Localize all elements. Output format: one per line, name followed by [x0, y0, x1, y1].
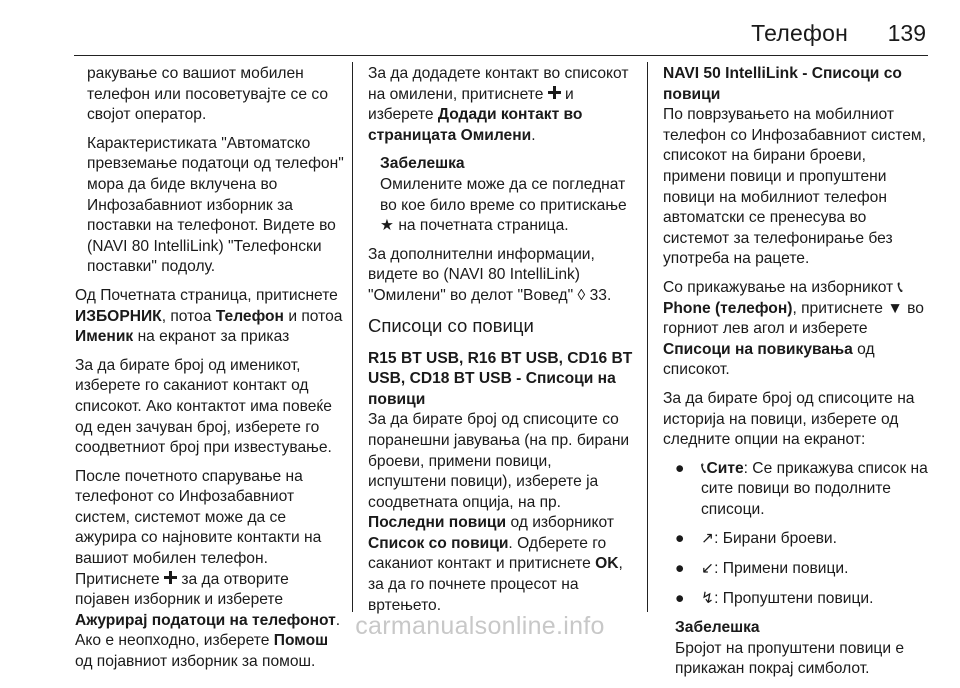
list-item: ● ↯: Пропуштени повици.: [663, 589, 931, 610]
watermark: carmanualsonline.info: [355, 612, 605, 640]
call-list-options: [663, 459, 931, 610]
note-title: Забелешка: [380, 155, 465, 173]
list-item: ● 📞︎Сите: Се прикажува список на сите повици во подолните списоци.: [675, 459, 928, 518]
paragraph: По поврзувањето на мобилниот телефон со Инфозабавниот систем, списокот на бирани броеви, примени повици и пропуштени повици на мобилниот телефон автоматски се пренесува во системот за телефонирање без употреба на рацете.: [663, 106, 926, 268]
column-middle: [368, 64, 634, 624]
paragraph: За да додадете контакт во списокот на омилени, притиснете и изберете Додади контакт во страницата Омилени.: [368, 65, 629, 144]
section-heading: Списоци со повици: [368, 314, 534, 336]
paragraph: После почетното спарување на телефонот со Инфозабавниот систем, системот може да се ажурира со најновите контакти на вашиот мобилен телефон. Притиснете за да отворите појавен изборник и изберете Ажурирај податоци на телефонот. Ако е неопходно, изберете Помош од појавниот изборник за помош.: [75, 467, 341, 671]
column-left: [75, 64, 347, 681]
column-divider: [352, 62, 353, 612]
subsection-heading: NAVI 50 IntelliLink - Списоци со повици: [663, 65, 902, 103]
note-box: [368, 154, 634, 236]
page-title: Телефон: [751, 20, 848, 46]
note-title: Забелешка: [675, 619, 760, 637]
paragraph: За да бирате број од именикот, изберете го саканиот контакт од списокот. Ако контактот има повеќе од еден зачуван број, изберете го соодветниот број при известувањe.: [75, 356, 332, 457]
plus-icon: [164, 570, 177, 591]
triangle-down-icon: ▼: [887, 299, 903, 317]
paragraph: За да бирате број од списоците на историја на повици, изберете од следните опции на екранот:: [663, 389, 915, 449]
header-rule: [74, 55, 928, 56]
star-icon: ★: [380, 217, 394, 235]
paragraph: ракување со вашиот мобилен телефон или посоветувајте се со својот оператор.: [87, 65, 328, 124]
page-number: 139: [887, 20, 926, 46]
note-text: Бројот на пропуштени повици е прикажан покрај симболот.: [675, 639, 905, 678]
paragraph: Од Почетната страница, притиснете ИЗБОРНИК, потоа Телефон и потоа Именик на екранот за приказ: [75, 286, 343, 346]
column-divider: [647, 62, 648, 612]
paragraph: За да бирате број од списоците со поранешни јавувања (на пр. бирани броеви, примени повици, испуштени повици), изберете ја соодветната опција, на пр.: [368, 411, 630, 511]
plus-icon: [548, 85, 561, 106]
reference-arrow-icon: ◊: [577, 286, 586, 304]
paragraph: Карактеристиката "Автоматско превземање податоци од телефон" мора да биде вклучена во Инфозабавниот изборник за поставки на телефонот. Видете во (NAVI 80 IntelliLink) "Телефонски поставки" подолу.: [87, 134, 344, 276]
missed-call-icon: ↯: [701, 589, 715, 607]
paragraph: Последни повици од изборникот Список со повици. Одберете го саканиот контакт и притиснете OK, за да го почнете процесот на вртењето.: [368, 514, 623, 614]
page-header: [0, 0, 960, 60]
paragraph: Со прикажување на изборникот 📞︎Phone (телефон), притиснете ▼ во горниот лев агол и изберете Списоци на повикувања од списокот.: [663, 278, 924, 379]
paragraph: За дополнителни информации, видете во (NAVI 80 IntelliLink) "Омилени" во делот "Вовед" ◊ 33.: [368, 245, 634, 307]
note-text: Омилените може да се погледнат во кое било време со притискање ★ на почетната страница.: [380, 175, 634, 237]
phone-icon: 📞︎: [897, 278, 903, 296]
phone-icon: 📞︎: [701, 459, 707, 477]
outgoing-call-icon: ↗: [701, 530, 715, 548]
list-item: ● ↙: Примени повици.: [663, 559, 931, 580]
list-item: ● ↗: Бирани броеви.: [663, 529, 931, 550]
column-right: [663, 64, 931, 688]
subsection-heading: R15 BT USB, R16 BT USB, CD16 BT USB, CD18 BT USB - Списоци на повици: [368, 349, 633, 408]
incoming-call-icon: ↙: [701, 560, 715, 578]
